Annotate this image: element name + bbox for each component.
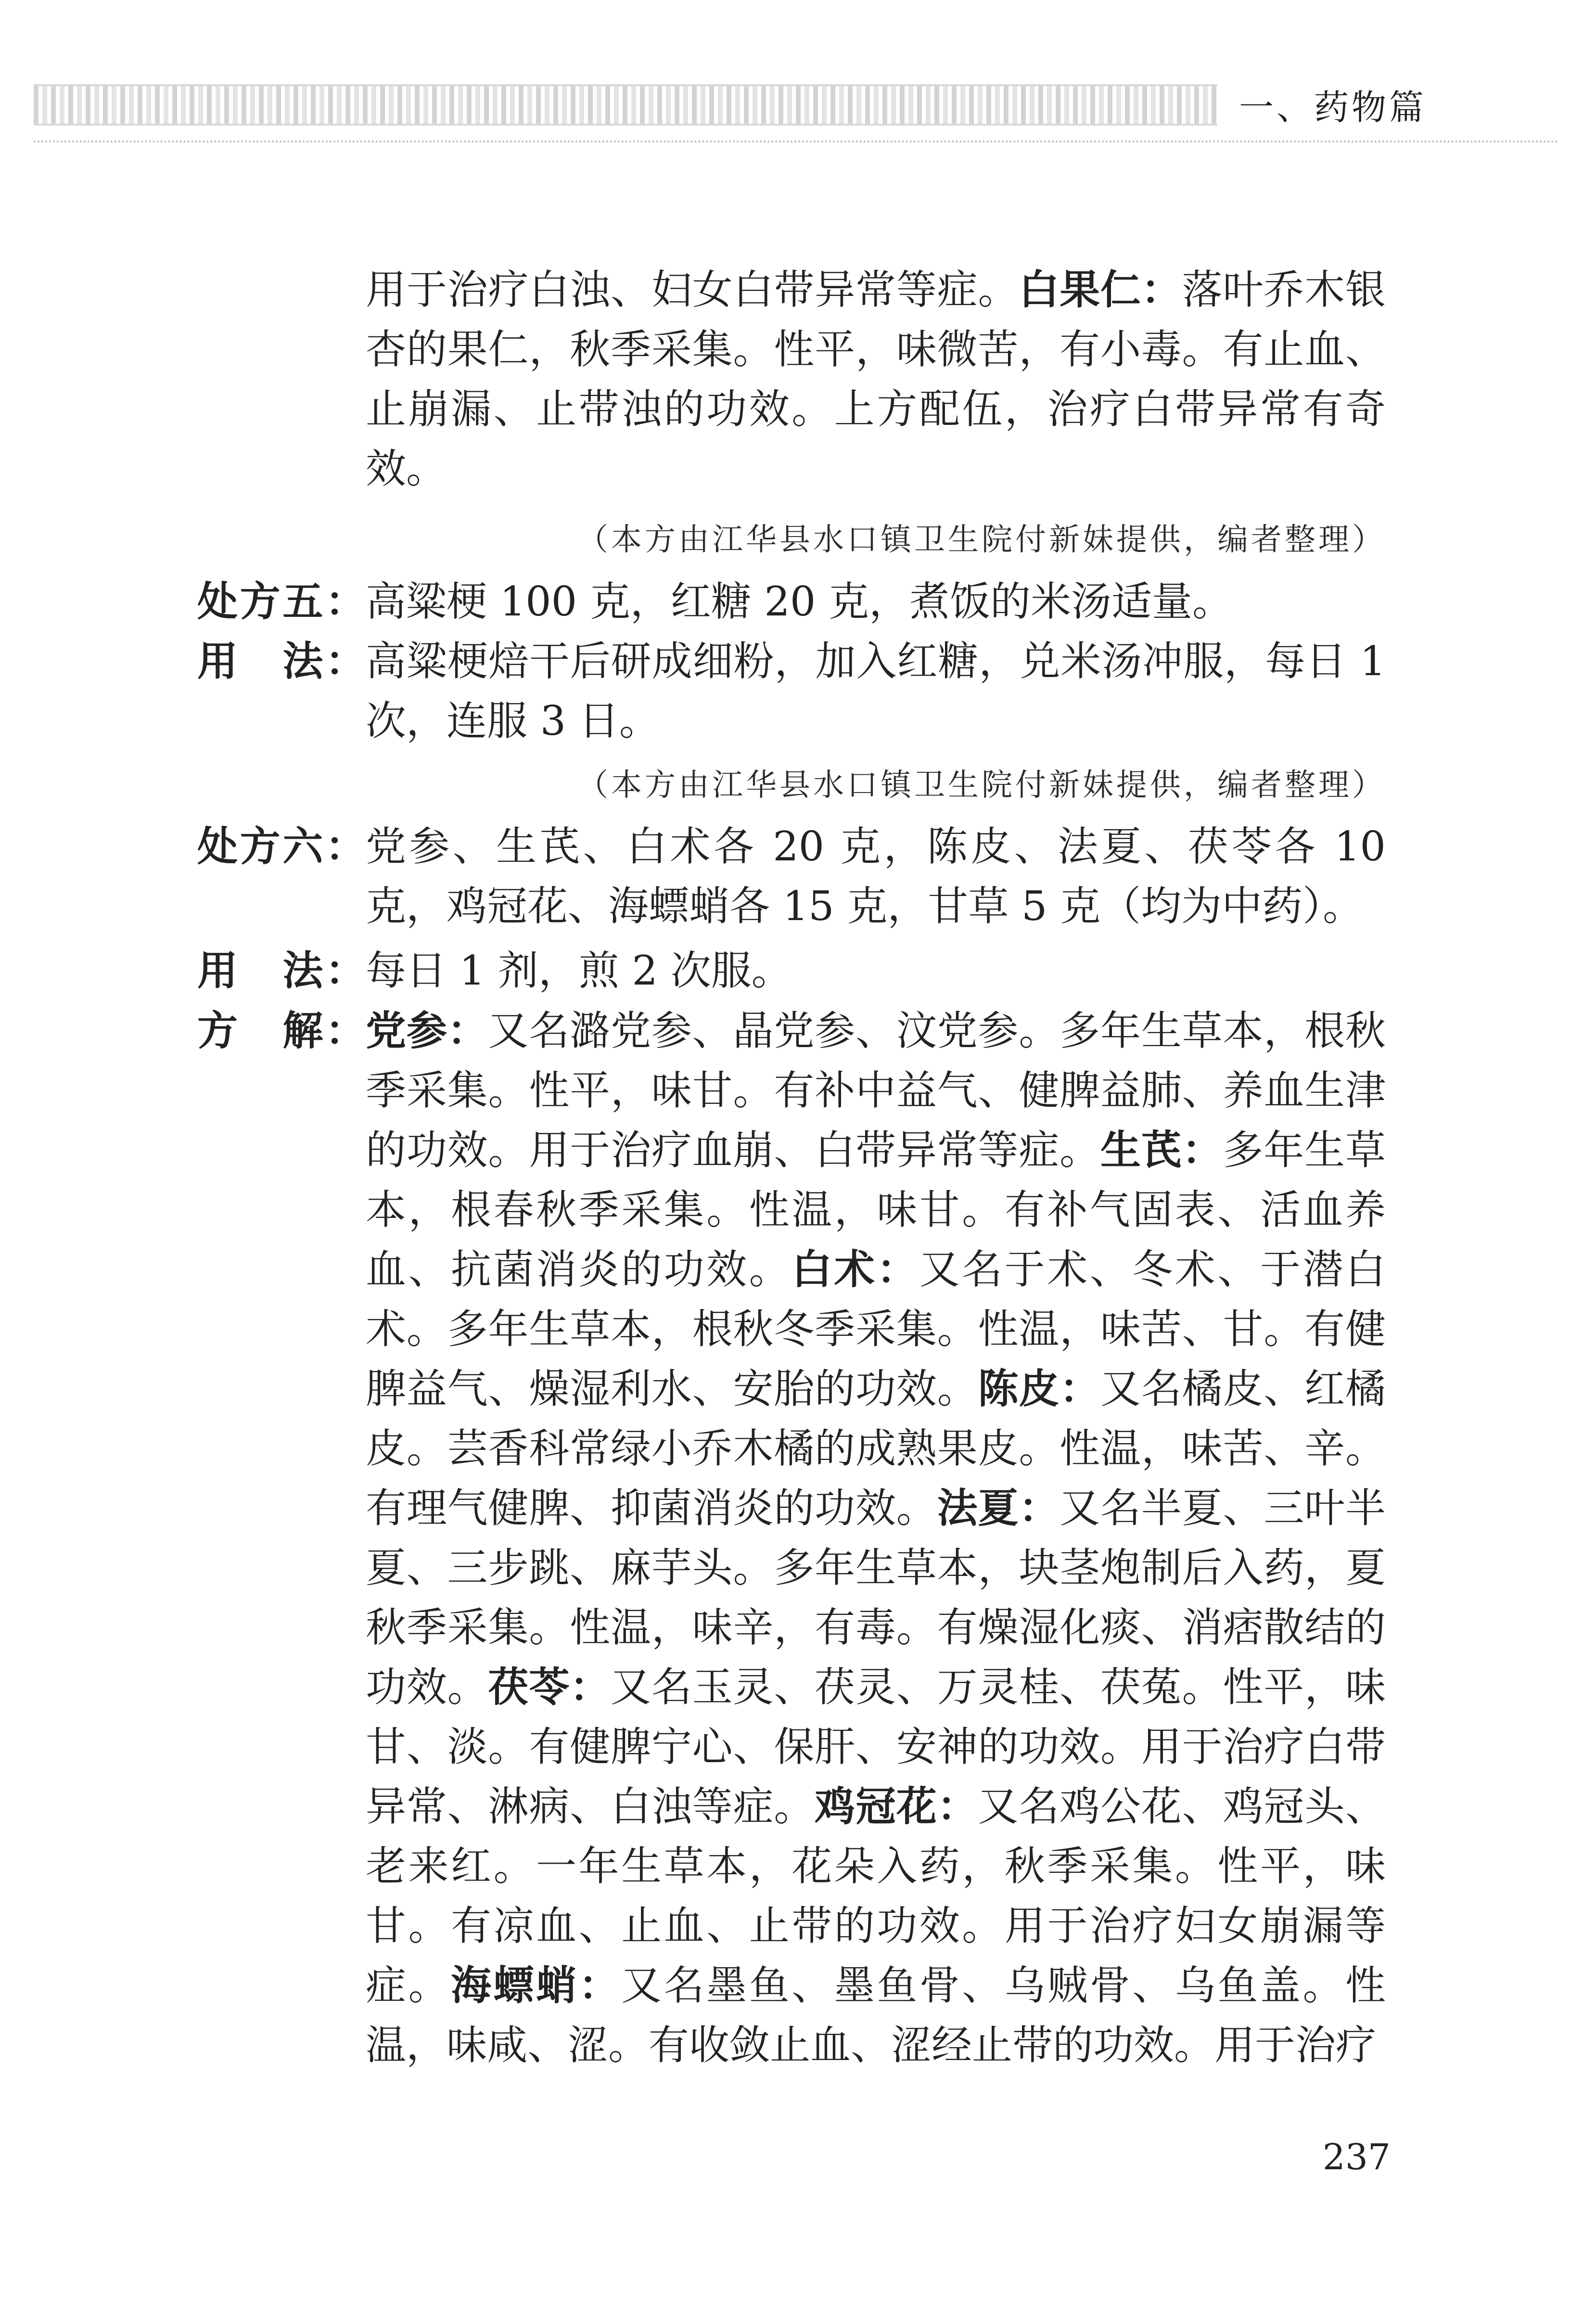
term-faxia: 法夏： <box>937 1484 1060 1532</box>
text-shengqi: 多年生草本，根春秋季采集。性温，味甘。有补气固表、活血养血、抗菌消炎的功效。 <box>366 1126 1386 1293</box>
prescription-6-text: 党参、生芪、白术各 20 克，陈皮、法夏、茯苓各 10 克，鸡冠花、海螵蛸各 15 克，甘草 5 克（均为中药）。 <box>366 823 1386 930</box>
header-divider <box>34 141 1559 142</box>
header-decorative-band <box>34 84 1217 126</box>
usage-6-label: 用 法： <box>197 947 366 994</box>
term-chenpi: 陈皮： <box>978 1365 1100 1412</box>
term-baizhu: 白术： <box>792 1245 919 1293</box>
term-haipiaoxiao: 海螵蛸： <box>451 1961 622 2009</box>
source-note-1: （本方由江华县水口镇卫生院付新妹提供，编者整理） <box>577 522 1386 558</box>
explanation-6-paragraph <box>366 1001 1386 2075</box>
usage-5-text: 高粱梗焙干后研成细粉，加入红糖，兑米汤冲服，每日 1 次，连服 3 日。 <box>366 638 1386 744</box>
term-dangshen: 党参： <box>366 1007 488 1054</box>
text-baizhu: 又名于术、冬术、于潜白术。多年生草本，根秋冬季采集。性温，味苦、甘。有健脾益气、燥湿利水、安胎的功效。 <box>366 1246 1386 1412</box>
text-fuling: 又名玉灵、茯灵、万灵桂、茯菟。性平，味甘、淡。有健脾宁心、保肝、安神的功效。用于治疗白带异常、淋病、白浊等症。 <box>366 1664 1386 1830</box>
prescription-5-label: 处方五： <box>197 577 366 625</box>
usage-5-label: 用 法： <box>197 637 366 685</box>
usage-6-text: 每日 1 剂，煎 2 次服。 <box>366 947 792 994</box>
prescription-5-text: 高粱梗 100 克，红糖 20 克，煮饭的米汤适量。 <box>366 578 1233 625</box>
continuation-paragraph <box>366 260 1386 510</box>
term-jiguanhua: 鸡冠花： <box>815 1782 978 1830</box>
text-haipiaoxiao: 又名墨鱼、墨鱼骨、乌贼骨、乌鱼盖。性温，味咸、涩。有收敛止血、涩经止带的功效。用于治疗 <box>366 1962 1386 2069</box>
source-note-2: （本方由江华县水口镇卫生院付新妹提供，编者整理） <box>577 768 1386 803</box>
continuation-text-b: 落叶乔木银杏的果仁，秋季采集。性平，味微苦，有小毒。有止血、止崩漏、止带浊的功效。上方配伍，治疗白带异常有奇效。 <box>366 266 1386 492</box>
continuation-text-a: 用于治疗白浊、妇女白带异常等症。 <box>366 266 1019 313</box>
term-fuling: 茯苓： <box>488 1663 611 1711</box>
text-dangshen: 又名潞党参、晶党参、汶党参。多年生草本，根秋季采集。性平，味甘。有补中益气、健脾益肺、养血生津的功效。用于治疗血崩、白带异常等症。 <box>366 1007 1386 1174</box>
text-jiguanhua: 又名鸡公花、鸡冠头、老来红。一年生草本，花朵入药，秋季采集。性平，味甘。有凉血、止血、止带的功效。用于治疗妇女崩漏等症。 <box>366 1783 1386 2009</box>
text-chenpi: 又名橘皮、红橘皮。芸香科常绿小乔木橘的成熟果皮。性温，味苦、辛。有理气健脾、抑菌消炎的功效。 <box>366 1365 1386 1532</box>
term-baiguoren: 白果仁： <box>1019 266 1182 313</box>
page-number: 237 <box>1322 2137 1391 2178</box>
explanation-6-label: 方 解： <box>197 1007 366 1054</box>
text-faxia: 又名半夏、三叶半夏、三步跳、麻芋头。多年生草本，块茎炮制后入药，夏秋季采集。性温，味辛，有毒。有燥湿化痰、消痞散结的功效。 <box>366 1485 1386 1711</box>
section-title: 一、药物篇 <box>1239 87 1427 128</box>
prescription-6-label: 处方六： <box>197 822 366 870</box>
term-shengqi: 生芪： <box>1100 1126 1223 1174</box>
